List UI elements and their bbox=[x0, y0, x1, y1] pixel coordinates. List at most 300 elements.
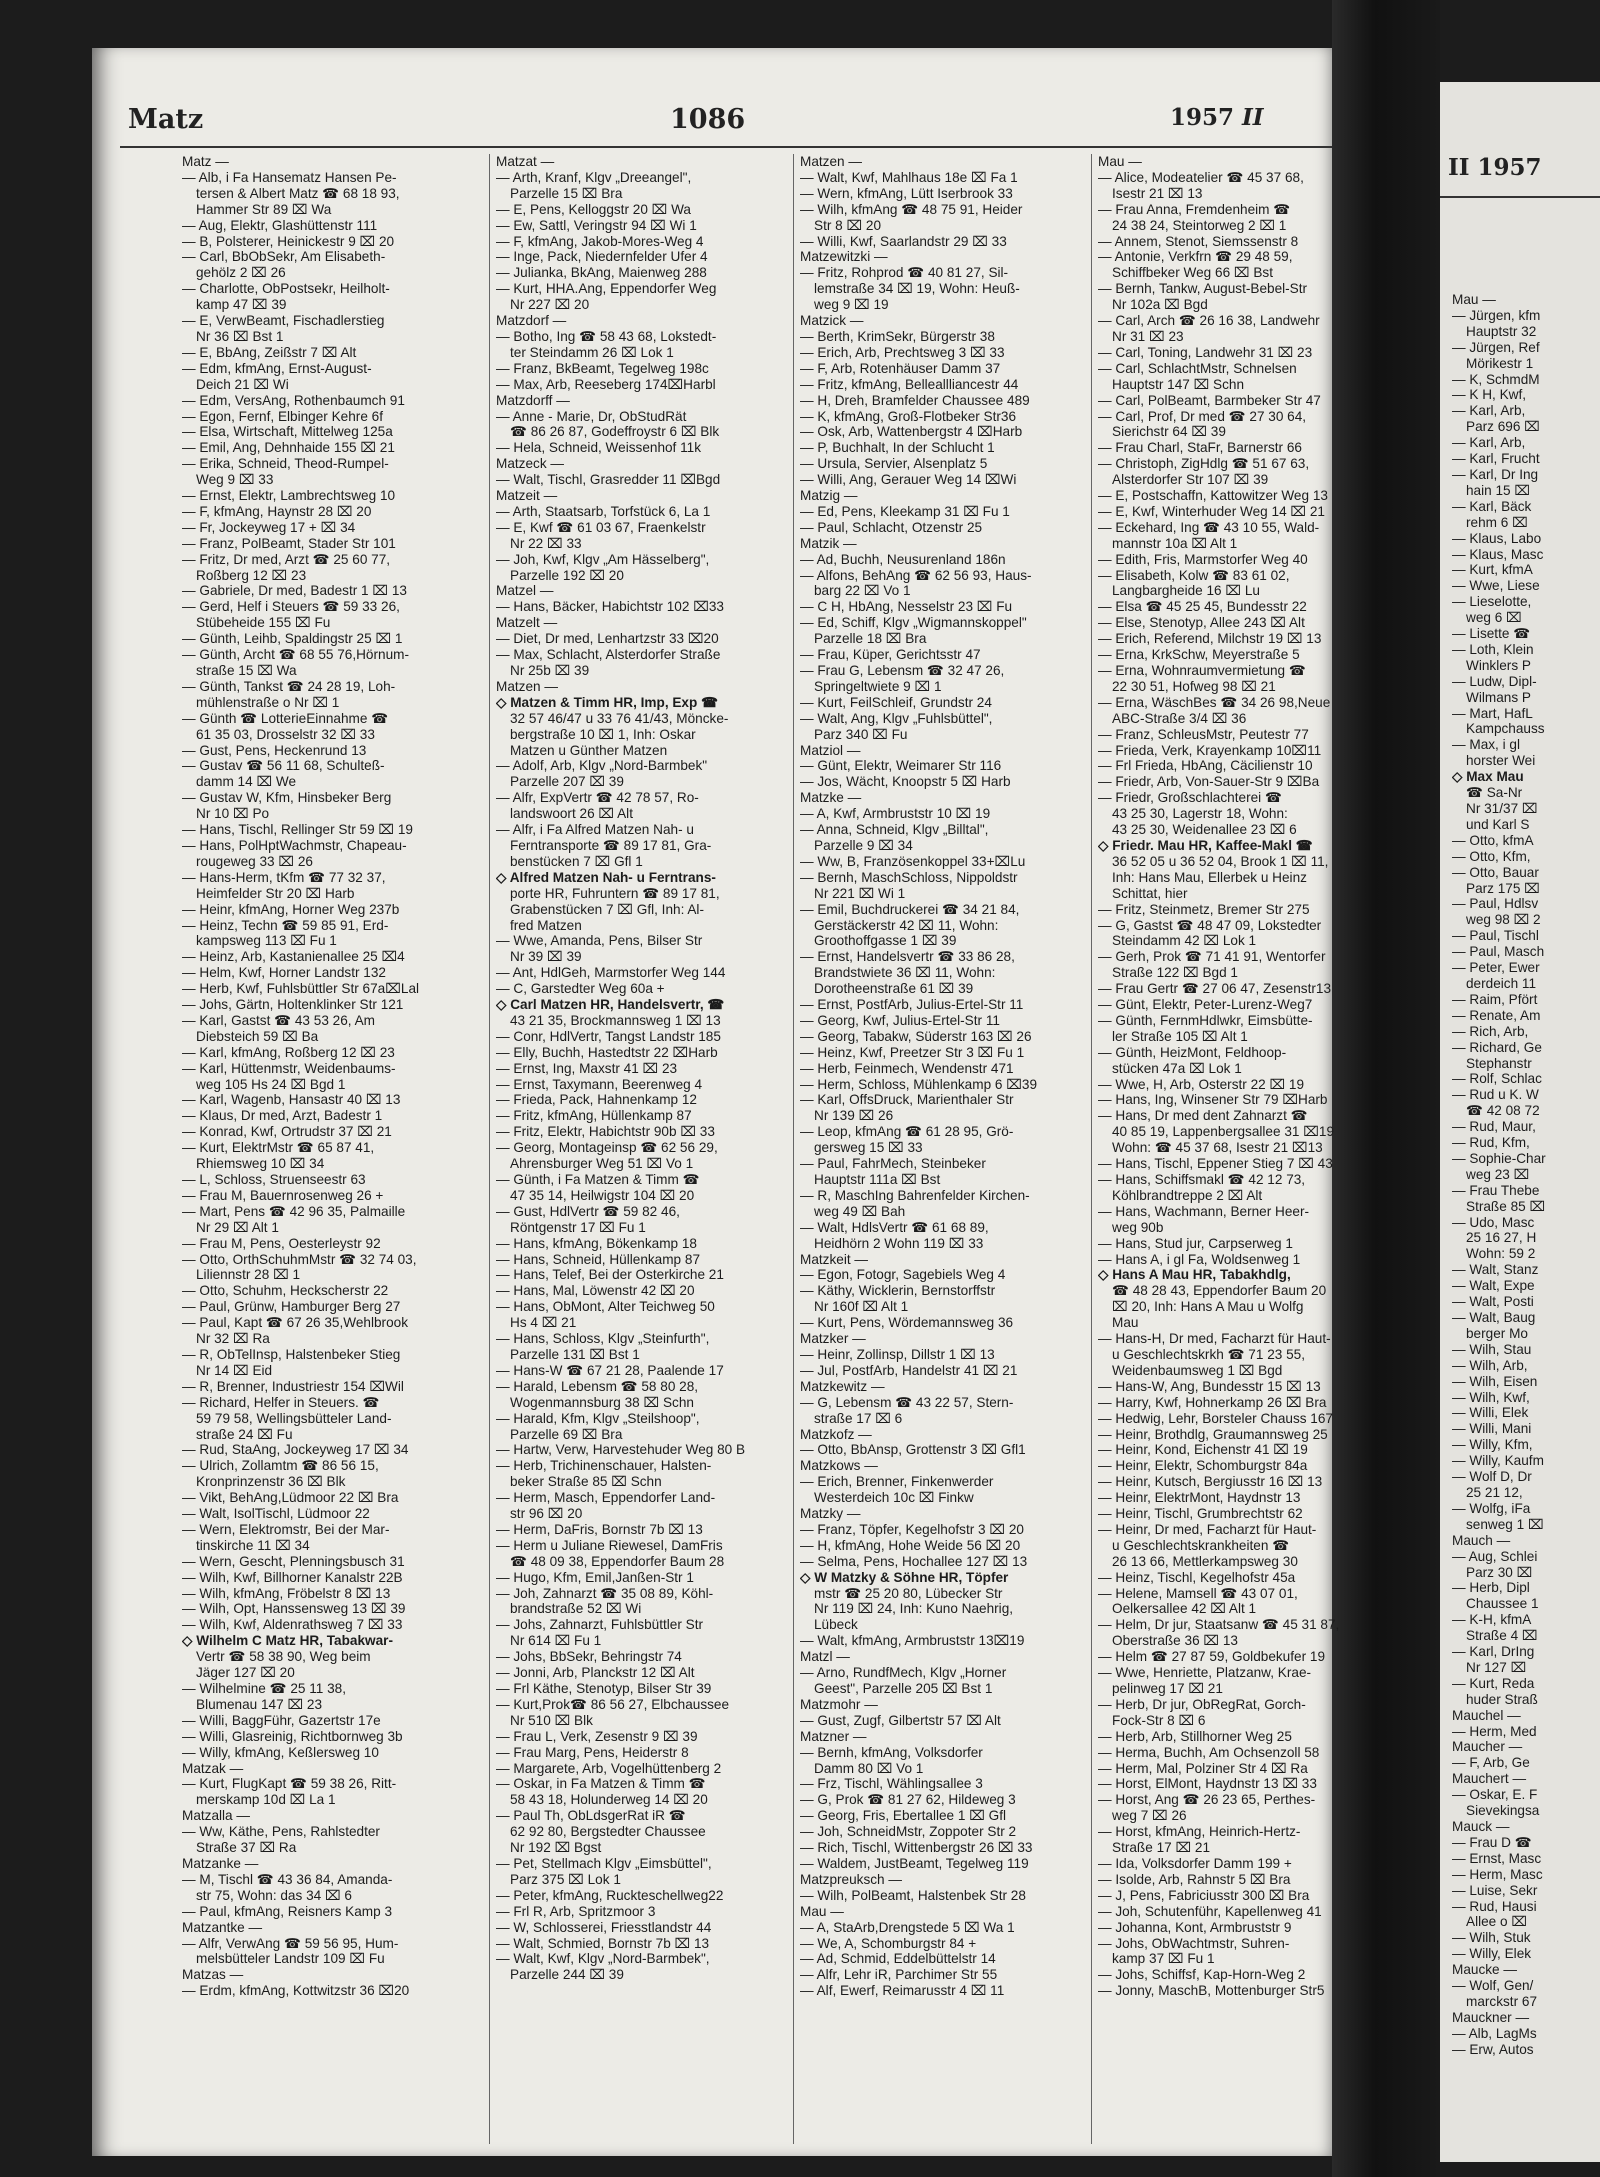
directory-entry-line: — Karl, Arb, bbox=[1452, 435, 1526, 451]
surname-heading: Matzen — bbox=[800, 154, 862, 169]
directory-entry-line: Parz 375 ⌧ Lok 1 bbox=[510, 1871, 621, 1887]
directory-entry-line: Heidhörn 2 Wohn 119 ⌧ 33 bbox=[814, 1235, 984, 1251]
directory-entry-line: Brandstwiete 36 ⌧ 11, Wohn: bbox=[814, 965, 996, 981]
directory-entry-line: — Peter, kfmAng, Ruckteschellweg22 bbox=[496, 1887, 724, 1903]
directory-entry-line: — Egon, Fernf, Elbinger Kehre 6f bbox=[182, 408, 383, 424]
directory-entry-line: huder Straß bbox=[1466, 1691, 1538, 1707]
directory-entry-line: — L, Schloss, Struenseestr 63 bbox=[182, 1172, 366, 1187]
directory-entry-line: — Carl, Arch ☎ 26 16 38, Landwehr bbox=[1098, 313, 1320, 329]
directory-entry-line: — Günth, Leihb, Spaldingstr 25 ⌧ 1 bbox=[182, 631, 403, 647]
directory-entry-line: — Franz, BkBeamt, Tegelweg 198c bbox=[496, 360, 709, 376]
directory-entry-line: rougeweg 33 ⌧ 26 bbox=[196, 853, 313, 869]
directory-entry-line: — Herb, Dr jur, ObRegRat, Gorch- bbox=[1098, 1696, 1306, 1712]
directory-entry-line: — A, Kwf, Armbruststr 10 ⌧ 19 bbox=[800, 806, 991, 822]
directory-entry-line: — Julianka, BkAng, Maienweg 288 bbox=[496, 265, 707, 281]
directory-entry-line: pelinweg 17 ⌧ 21 bbox=[1112, 1681, 1223, 1696]
directory-entry-line: — Günth ☎ LotterieEinnahme ☎ bbox=[182, 710, 389, 726]
directory-entry-line: — Karl, DrIng bbox=[1452, 1644, 1535, 1660]
directory-entry-line: merskamp 10d ⌧ La 1 bbox=[196, 1792, 336, 1808]
directory-entry-line: — Walt, Baug bbox=[1452, 1310, 1536, 1325]
directory-entry-line: — Jul, PostfArb, Handelstr 41 ⌧ 21 bbox=[800, 1362, 1018, 1378]
directory-entry-line: — Frieda, Pack, Hahnenkamp 12 bbox=[496, 1092, 697, 1108]
directory-entry-line: — G, Prok ☎ 81 27 62, Hildeweg 3 bbox=[800, 1792, 1016, 1808]
directory-entry-line: — Alfons, BehAng ☎ 62 56 93, Haus- bbox=[800, 567, 1032, 583]
directory-entry-line: — Herm, Schloss, Mühlenkamp 6 ⌧39 bbox=[800, 1076, 1038, 1092]
directory-entry-line: — Eckehard, Ing ☎ 43 10 55, Wald- bbox=[1098, 519, 1320, 535]
directory-entry-line: ter Steindamm 26 ⌧ Lok 1 bbox=[510, 344, 674, 360]
directory-entry-line: — Hans, Dr med dent Zahnarzt ☎ bbox=[1098, 1108, 1308, 1124]
directory-entry-line: — Heinz, Techn ☎ 59 85 91, Erd- bbox=[182, 917, 389, 933]
directory-entry-line: Mau bbox=[1112, 1315, 1139, 1331]
directory-entry-line: derdeich 11 bbox=[1466, 975, 1537, 991]
directory-entry-line: — Rud, StaAng, Jockeyweg 17 ⌧ 34 bbox=[182, 1442, 409, 1458]
directory-entry-line: Kampchauss bbox=[1466, 721, 1545, 737]
directory-entry-line: Nr 29 ⌧ Alt 1 bbox=[196, 1219, 279, 1235]
directory-entry-line: ◇ Max Mau bbox=[1452, 769, 1524, 785]
directory-entry-line: ABC-Straße 3/4 ⌧ 36 bbox=[1112, 710, 1247, 726]
directory-entry-line: — Friedr, Großschlachterei ☎ bbox=[1098, 790, 1282, 806]
directory-entry-line: Diebsteich 59 ⌧ Ba bbox=[196, 1028, 319, 1044]
surname-heading: Maucke — bbox=[1452, 1962, 1517, 1978]
directory-entry-line: Nr 614 ⌧ Fu 1 bbox=[510, 1633, 602, 1649]
directory-entry-line: — Hans, Schneid, Hüllenkamp 87 bbox=[496, 1251, 701, 1267]
directory-entry-line: Nr 102a ⌧ Bgd bbox=[1112, 297, 1208, 313]
surname-heading: Matzker — bbox=[800, 1331, 866, 1347]
directory-entry-line: tersen & Albert Matz ☎ 68 18 93, bbox=[196, 185, 400, 201]
directory-entry-line: — Erna, Wohnraumvermietung ☎ bbox=[1098, 663, 1306, 678]
directory-entry-line: — Frau M, Pens, Oesterleystr 92 bbox=[182, 1235, 381, 1251]
right-page-header: II 1957 bbox=[1448, 154, 1542, 181]
directory-entry-line: kamp 37 ⌧ Fu 1 bbox=[1112, 1951, 1215, 1967]
surname-heading: Matzke — bbox=[800, 790, 862, 806]
directory-entry-line: — Fritz, kfmAng, Belleallliancestr 44 bbox=[800, 376, 1019, 392]
directory-entry-line: — Herb, Arb, Stillhorner Weg 25 bbox=[1098, 1728, 1292, 1744]
directory-entry-line: — Rud u K. W bbox=[1452, 1087, 1539, 1103]
directory-entry-line: — Otto, BbAnsp, Grottenstr 3 ⌧ Gfl1 bbox=[800, 1442, 1026, 1458]
directory-entry-line: Ferntransporte ☎ 89 17 81, Gra- bbox=[510, 837, 712, 853]
directory-entry-line: — Georg, Fris, Ebertallee 1 ⌧ Gfl bbox=[800, 1808, 1007, 1824]
directory-entry-line: — Günth, Archt ☎ 68 55 76,Hörnum- bbox=[182, 647, 409, 663]
directory-entry-line: — We, A, Schomburgstr 84 + bbox=[800, 1935, 977, 1951]
directory-entry-line: — Karl, Frucht bbox=[1452, 451, 1540, 467]
directory-entry-line: — Berth, KrimSekr, Bürgerstr 38 bbox=[800, 328, 995, 344]
directory-entry-line: Dorotheenstraße 61 ⌧ 39 bbox=[814, 981, 974, 997]
directory-entry-line: — Willy, Kaufm bbox=[1452, 1453, 1544, 1469]
directory-entry-line: Rhiemsweg 10 ⌧ 34 bbox=[196, 1156, 325, 1172]
directory-entry-line: — Arth, Staatsarb, Torfstück 6, La 1 bbox=[496, 503, 711, 519]
directory-entry-line: Allee o ⌧ bbox=[1466, 1914, 1528, 1930]
directory-entry-line: — Margarete, Arb, Vogelhüttenberg 2 bbox=[496, 1760, 722, 1776]
directory-entry-line: — Hugo, Kfm, Emil,Janßen-Str 1 bbox=[496, 1569, 694, 1585]
directory-entry-line: — Klaus, Labo bbox=[1452, 530, 1542, 546]
directory-entry-line: — Helene, Mamsell ☎ 43 07 01, bbox=[1098, 1585, 1298, 1601]
directory-entry-line: — Karl, Wagenb, Hansastr 40 ⌧ 13 bbox=[182, 1092, 401, 1108]
directory-entry-line: mannstr 10a ⌧ Alt 1 bbox=[1112, 535, 1238, 551]
directory-entry-line: — Rud, Maur, bbox=[1452, 1119, 1536, 1135]
directory-entry-line: — Gust, Pens, Heckenrund 13 bbox=[182, 742, 367, 758]
directory-entry-line: — J, Pens, Fabriciusstr 300 ⌧ Bra bbox=[1098, 1887, 1310, 1903]
directory-entry-line: — Günt, Elektr, Weimarer Str 116 bbox=[800, 758, 1002, 774]
directory-entry-line: 25 21 12, bbox=[1466, 1484, 1523, 1500]
directory-entry-line: — Heinr, Tischl, Grumbrechtstr 62 bbox=[1098, 1506, 1303, 1522]
directory-entry-line: 22 30 51, Hofweg 98 ⌧ 21 bbox=[1112, 678, 1276, 694]
directory-entry-line: — Wilh, Eisen bbox=[1452, 1373, 1538, 1389]
directory-entry-line: — Kurt, Reda bbox=[1452, 1675, 1535, 1691]
directory-entry-line: — Walt, Posti bbox=[1452, 1294, 1534, 1310]
directory-entry-line: — Frl Frieda, HbAng, Cäcilienstr 10 bbox=[1098, 758, 1313, 774]
directory-entry-line: Nr 127 ⌧ bbox=[1466, 1659, 1527, 1675]
directory-entry-line: — Kurt,Prok☎ 86 56 27, Elbchaussee bbox=[496, 1696, 730, 1712]
directory-entry-line: — Hans, Schiffsmakl ☎ 42 12 73, bbox=[1098, 1172, 1306, 1187]
directory-entry-line: — Frau Marg, Pens, Heiderstr 8 bbox=[496, 1744, 689, 1760]
surname-heading: Mau — bbox=[1098, 154, 1142, 169]
directory-entry-line: — Harry, Kwf, Hohnerkamp 26 ⌧ Bra bbox=[1098, 1394, 1327, 1410]
directory-entry-line: ◇ Alfred Matzen Nah- u Ferntrans- bbox=[496, 869, 716, 885]
directory-entry-line: weg 23 ⌧ bbox=[1466, 1166, 1530, 1182]
directory-entry-line: weg 6 ⌧ bbox=[1466, 610, 1522, 626]
directory-entry-line: — Kurt, Pens, Wördemannsweg 36 bbox=[800, 1315, 1014, 1331]
directory-entry-line: — Karl, Dr Ing bbox=[1452, 466, 1539, 482]
directory-entry-line: — Georg, Kwf, Julius-Ertel-Str 11 bbox=[800, 1012, 1000, 1028]
directory-entry-line: Hauptstr 32 bbox=[1466, 323, 1537, 339]
directory-entry-line: Hammer Str 89 ⌧ Wa bbox=[196, 201, 332, 217]
directory-column-1 bbox=[182, 154, 484, 2149]
directory-entry-line: — Wern, kfmAng, Lütt Iserbrook 33 bbox=[800, 185, 1013, 201]
directory-entry-line: — Horst, ElMont, Haydnstr 13 ⌧ 33 bbox=[1098, 1776, 1317, 1792]
directory-entry-line: — Fritz, Elektr, Habichtstr 90b ⌧ 33 bbox=[496, 1124, 715, 1140]
directory-entry-line: 43 25 30, Lagerstr 18, Wohn: bbox=[1112, 806, 1288, 822]
directory-entry-line: stücken 47a ⌧ Lok 1 bbox=[1112, 1060, 1242, 1076]
directory-entry-line: — Wilhelmine ☎ 25 11 38, bbox=[182, 1681, 347, 1696]
directory-entry-line: Hauptstr 111a ⌧ Bst bbox=[814, 1172, 941, 1187]
directory-entry-line: — Ernst, Ing, Maxstr 41 ⌧ 23 bbox=[496, 1060, 678, 1076]
directory-entry-line: — Otto, Schuhm, Heckscherstr 22 bbox=[182, 1283, 389, 1299]
surname-heading: Matziol — bbox=[800, 742, 861, 758]
directory-entry-line: Wohn: 59 2 bbox=[1466, 1246, 1536, 1262]
directory-entry-line: — Paul, kfmAng, Reisners Kamp 3 bbox=[182, 1903, 393, 1919]
directory-entry-line: — Helm, Dr jur, Staatsanw ☎ 45 31 87, bbox=[1098, 1617, 1340, 1633]
directory-entry-line: Nr 32 ⌧ Ra bbox=[196, 1331, 270, 1347]
directory-entry-line: Nr 39 ⌧ 39 bbox=[510, 949, 582, 965]
directory-entry-line: Blumenau 147 ⌧ 23 bbox=[196, 1696, 323, 1712]
directory-entry-line: — Fritz, kfmAng, Hüllenkamp 87 bbox=[496, 1108, 692, 1124]
surname-heading: Mauckner — bbox=[1452, 2009, 1530, 2025]
directory-entry-line: — Emil, Buchdruckerei ☎ 34 21 84, bbox=[800, 901, 1020, 917]
directory-entry-line: rehm 6 ⌧ bbox=[1466, 514, 1528, 530]
directory-entry-line: — Günth, Tankst ☎ 24 28 19, Loh- bbox=[182, 678, 396, 694]
directory-entry-line: — Elsa ☎ 45 25 45, Bundesstr 22 bbox=[1098, 599, 1307, 615]
directory-column-2 bbox=[496, 154, 788, 2149]
directory-entry-line: — Gust, HdlVertr ☎ 59 82 46, bbox=[496, 1203, 680, 1219]
surname-heading: Matzak — bbox=[182, 1760, 244, 1776]
directory-entry-line: Röntgenstr 17 ⌧ Fu 1 bbox=[510, 1219, 646, 1235]
directory-entry-line: — Rich, Tischl, Wittenbergstr 26 ⌧ 33 bbox=[800, 1840, 1033, 1856]
directory-entry-line: — E, Kwf ☎ 61 03 67, Fraenkelstr bbox=[496, 519, 706, 535]
directory-entry-line: — Wilh, PolBeamt, Halstenbek Str 28 bbox=[800, 1887, 1026, 1903]
directory-entry-line: — Bernh, kfmAng, Volksdorfer bbox=[800, 1744, 983, 1760]
directory-entry-line: — Fritz, Rohprod ☎ 40 81 27, Sil- bbox=[800, 265, 1009, 281]
directory-entry-line: — Emil, Ang, Dehnhaide 155 ⌧ 21 bbox=[182, 440, 395, 456]
directory-entry-line: — Bernh, MaschSchloss, Nippoldstr bbox=[800, 869, 1018, 885]
directory-entry-line: porte HR, Fuhruntern ☎ 89 17 81, bbox=[510, 885, 720, 901]
directory-entry-line: — Paul, FahrMech, Steinbeker bbox=[800, 1156, 986, 1172]
right-page-edge bbox=[1440, 82, 1600, 2162]
surname-heading: Matzmohr — bbox=[800, 1696, 878, 1712]
directory-entry-line: — Jürgen, kfm bbox=[1452, 307, 1541, 323]
directory-entry-line: — Käthy, Wicklerin, Bernstorffstr bbox=[800, 1283, 996, 1299]
directory-entry-line: Straße 17 ⌧ 21 bbox=[1112, 1840, 1211, 1856]
directory-entry-line: — Richard, Ge bbox=[1452, 1039, 1542, 1055]
directory-entry-line: — Jonni, Arb, Planckstr 12 ⌧ Alt bbox=[496, 1665, 695, 1681]
directory-entry-line: — Johs, Schiffsf, Kap-Horn-Weg 2 bbox=[1098, 1967, 1306, 1983]
directory-entry-line: Groothoffgasse 1 ⌧ 39 bbox=[814, 933, 957, 949]
directory-entry-line: Langbargheide 16 ⌧ Lu bbox=[1112, 583, 1260, 599]
directory-entry-line: — Ant, HdlGeh, Marmstorfer Weg 144 bbox=[496, 965, 726, 981]
directory-entry-line: — Isolde, Arb, Rahnstr 5 ⌧ Bra bbox=[1098, 1871, 1291, 1887]
directory-entry-line: — M, Tischl ☎ 43 36 84, Amanda- bbox=[182, 1871, 393, 1887]
directory-entry-line: — Ed, Pens, Kleekamp 31 ⌧ Fu 1 bbox=[800, 503, 1010, 519]
directory-entry-line: — Hans, Tischl, Rellinger Str 59 ⌧ 19 bbox=[182, 822, 413, 838]
surname-heading: Matzdorff — bbox=[496, 392, 570, 408]
directory-entry-line: — Ad, Buchh, Neusurenland 186n bbox=[800, 551, 1006, 567]
directory-entry-line: — E, BbAng, Zeißstr 7 ⌧ Alt bbox=[182, 344, 357, 360]
directory-entry-line: — Max, Schlacht, Alsterdorfer Straße bbox=[496, 647, 721, 663]
surname-heading: Matzkows — bbox=[800, 1458, 878, 1474]
directory-entry-line: — Walt, Tischl, Grasredder 11 ⌧Bgd bbox=[496, 472, 721, 488]
directory-entry-line: — Heinr, Brothdlg, Graumannsweg 25 bbox=[1098, 1426, 1328, 1442]
directory-entry-line: Nr 31 ⌧ 23 bbox=[1112, 328, 1184, 344]
column-divider bbox=[489, 154, 490, 2144]
directory-entry-line: ☎ 48 09 38, Eppendorfer Baum 28 bbox=[510, 1553, 725, 1569]
directory-entry-line: weg 90b bbox=[1112, 1219, 1164, 1235]
directory-entry-line: straße 17 ⌧ 6 bbox=[814, 1410, 903, 1426]
directory-entry-line: — Ww, Käthe, Pens, Rahlstedter bbox=[182, 1824, 380, 1840]
directory-entry-line: — Willi, Glasreinig, Richtbornweg 3b bbox=[182, 1728, 403, 1744]
directory-entry-line: — Adolf, Arb, Klgv „Nord-Barmbek" bbox=[496, 758, 708, 774]
directory-entry-line: — Hans, PolHptWachmstr, Chapeau- bbox=[182, 837, 407, 853]
directory-entry-line: landswoort 26 ⌧ Alt bbox=[510, 806, 633, 822]
directory-entry-line: u Geschlechtskrankheiten ☎ bbox=[1112, 1537, 1290, 1553]
directory-entry-line: — Walt, Kwf, Mahlhaus 18e ⌧ Fa 1 bbox=[800, 169, 1018, 185]
directory-entry-line: Parzelle 9 ⌧ 34 bbox=[814, 837, 913, 853]
directory-entry-line: Parz 696 ⌧ bbox=[1466, 419, 1540, 435]
directory-entry-line: Sierichstr 64 ⌧ 39 bbox=[1112, 424, 1226, 440]
directory-entry-line: — Bernh, Tankw, August-Bebel-Str bbox=[1098, 281, 1308, 297]
directory-entry-line: 61 35 03, Drosselstr 32 ⌧ 33 bbox=[196, 726, 375, 742]
directory-entry-line: — Hela, Schneid, Weissenhof 11k bbox=[496, 440, 702, 456]
directory-entry-line: — Ida, Volksdorfer Damm 199 + bbox=[1098, 1855, 1292, 1871]
directory-entry-line: — Hans, Schloss, Klgv „Steinfurth", bbox=[496, 1331, 710, 1347]
directory-entry-line: Deich 21 ⌧ Wi bbox=[196, 376, 289, 392]
directory-entry-line: ☎ 42 08 72 bbox=[1466, 1103, 1540, 1119]
directory-entry-line: — Karl, Hüttenmstr, Weidenbaums- bbox=[182, 1060, 396, 1076]
directory-entry-line: 40 85 19, Lappenbergsallee 31 ⌧19 bbox=[1112, 1124, 1335, 1140]
directory-entry-line: — Herb, Trichinenschauer, Halsten- bbox=[496, 1458, 712, 1474]
directory-entry-line: u Geschlechtskrkh ☎ 71 23 55, bbox=[1112, 1346, 1305, 1362]
directory-entry-line: — Wolf D, Dr bbox=[1452, 1469, 1532, 1485]
directory-entry-line: — Carl, PolBeamt, Barmbeker Str 47 bbox=[1098, 392, 1321, 408]
surname-heading: Matz — bbox=[182, 154, 229, 169]
directory-entry-line: — Heinz, Arb, Kastanienallee 25 ⌧4 bbox=[182, 949, 405, 965]
directory-entry-line: — Hans, Wachmann, Berner Heer- bbox=[1098, 1203, 1310, 1219]
directory-entry-line: — Leop, kfmAng ☎ 61 28 95, Grö- bbox=[800, 1124, 1014, 1140]
directory-entry-line: ◇ W Matzky & Söhne HR, Töpfer bbox=[800, 1569, 1009, 1585]
directory-entry-line: — Alfr, i Fa Alfred Matzen Nah- u bbox=[496, 822, 694, 838]
directory-entry-line: brandstraße 52 ⌧ Wi bbox=[510, 1601, 642, 1617]
directory-entry-line: Parzelle 192 ⌧ 20 bbox=[510, 567, 624, 583]
directory-entry-line: — Frau G, Lebensm ☎ 32 47 26, bbox=[800, 663, 1005, 678]
surname-heading: Matzen — bbox=[496, 678, 558, 694]
directory-entry-line: weg 9 ⌧ 19 bbox=[814, 297, 889, 313]
directory-entry-line: — Erna, WäschBes ☎ 34 26 98,Neue bbox=[1098, 694, 1331, 710]
directory-entry-line: Parz 175 ⌧ bbox=[1466, 880, 1540, 896]
directory-entry-line: Winklers P bbox=[1466, 657, 1531, 673]
directory-entry-line: — Joh, SchneidMstr, Zoppoter Str 2 bbox=[800, 1824, 1017, 1840]
directory-entry-line: — Ursula, Servier, Alsenplatz 5 bbox=[800, 456, 988, 472]
directory-entry-line: — Frau Anna, Fremdenheim ☎ bbox=[1098, 201, 1291, 217]
directory-entry-line: — Paul, Hdlsv bbox=[1452, 896, 1539, 912]
directory-entry-line: Parz 340 ⌧ Fu bbox=[814, 726, 908, 742]
directory-entry-line: — Walt, Schmied, Bornstr 7b ⌧ 13 bbox=[496, 1935, 710, 1951]
directory-entry-line: — Erich, Referend, Milchstr 19 ⌧ 13 bbox=[1098, 631, 1322, 647]
directory-entry-line: Schittat, hier bbox=[1112, 885, 1188, 901]
directory-entry-line: — Waldem, JustBeamt, Tegelweg 119 bbox=[800, 1855, 1029, 1871]
directory-entry-line: 43 25 30, Weidenallee 23 ⌧ 6 bbox=[1112, 822, 1297, 838]
directory-entry-line: — Otto, Bauar bbox=[1452, 864, 1539, 880]
directory-entry-line: — Wolf, Gen/ bbox=[1452, 1978, 1534, 1994]
directory-entry-line: mühlenstraße o Nr ⌧ 1 bbox=[196, 694, 340, 710]
directory-entry-line: — K, SchmdM bbox=[1452, 371, 1540, 387]
directory-entry-line: Wogenmannsburg 38 ⌧ Schn bbox=[510, 1394, 694, 1410]
directory-entry-line: — Fr, Jockeyweg 17 + ⌧ 34 bbox=[182, 519, 356, 535]
directory-entry-line: ◇ Wilhelm C Matz HR, Tabakwar- bbox=[182, 1633, 393, 1649]
directory-entry-line: — Walt, IsolTischl, Lüdmoor 22 bbox=[182, 1506, 370, 1522]
directory-entry-line: mstr ☎ 25 20 80, Lübecker Str bbox=[814, 1585, 1003, 1601]
directory-entry-line: Lübeck bbox=[814, 1617, 858, 1633]
directory-entry-line: Nr 221 ⌧ Wi 1 bbox=[814, 885, 906, 901]
directory-entry-line: — Johs, Zahnarzt, Fuhlsbüttler Str bbox=[496, 1617, 704, 1633]
directory-entry-line: — Herb, Kwf, Fuhlsbüttler Str 67a⌧Lal bbox=[182, 981, 420, 997]
directory-entry-line: Geest", Parzelle 205 ⌧ Bst 1 bbox=[814, 1681, 993, 1696]
directory-entry-line: — Hans, Mal, Löwenstr 42 ⌧ 20 bbox=[496, 1283, 695, 1299]
directory-entry-line: — Otto, Kfm, bbox=[1452, 848, 1531, 864]
directory-entry-line: — Frl Käthe, Stenotyp, Bilser Str 39 bbox=[496, 1681, 712, 1696]
directory-entry-line: — Frau Charl, StaFr, Barnerstr 66 bbox=[1098, 440, 1302, 456]
directory-entry-line: — Edm, VersAng, Rothenbaumch 91 bbox=[182, 392, 405, 408]
directory-entry-line: Schiffbeker Weg 66 ⌧ Bst bbox=[1112, 265, 1273, 281]
directory-entry-line: — Selma, Pens, Hochallee 127 ⌧ 13 bbox=[800, 1553, 1028, 1569]
directory-entry-line: tinskirche 11 ⌧ 34 bbox=[196, 1537, 310, 1553]
surname-heading: Matzner — bbox=[800, 1728, 867, 1744]
directory-entry-line: — Hans, Telef, Bei der Osterkirche 21 bbox=[496, 1267, 724, 1283]
directory-entry-line: — Konrad, Kwf, Ortrudstr 37 ⌧ 21 bbox=[182, 1124, 392, 1140]
directory-entry-line: — Erdm, kfmAng, Kottwitzstr 36 ⌧20 bbox=[182, 1983, 410, 1999]
surname-heading: Mauck — bbox=[1452, 1819, 1510, 1834]
directory-entry-line: Damm 80 ⌧ Vo 1 bbox=[814, 1760, 924, 1776]
directory-entry-line: — Walt, kfmAng, Armbruststr 13⌧19 bbox=[800, 1633, 1025, 1649]
directory-entry-line: — Alfr, ExpVertr ☎ 42 78 57, Ro- bbox=[496, 790, 699, 806]
right-page-column bbox=[1452, 292, 1600, 2162]
directory-entry-line: — Willi, Kwf, Saarlandstr 29 ⌧ 33 bbox=[800, 233, 1007, 249]
directory-entry-line: Nr 192 ⌧ Bgst bbox=[510, 1840, 602, 1856]
directory-entry-line: 36 52 05 u 36 52 04, Brook 1 ⌧ 11, bbox=[1112, 853, 1329, 869]
directory-entry-line: — E, VerwBeamt, Fischadlerstieg bbox=[182, 313, 385, 329]
directory-entry-line: — Heinz, Kwf, Preetzer Str 3 ⌧ Fu 1 bbox=[800, 1044, 1025, 1060]
directory-entry-line: — Hans, Ing, Winsener Str 79 ⌧Harb bbox=[1098, 1092, 1328, 1108]
directory-entry-line: — Horst, kfmAng, Heinrich-Hertz- bbox=[1098, 1824, 1301, 1840]
directory-entry-line: Hs 4 ⌧ 21 bbox=[510, 1315, 577, 1331]
directory-entry-line: Matzen u Günther Matzen bbox=[510, 742, 668, 758]
directory-entry-line: bergstraße 10 ⌧ 1, Inh: Oskar bbox=[510, 726, 696, 742]
directory-entry-line: — Herma, Buchh, Am Ochsenzoll 58 bbox=[1098, 1744, 1320, 1760]
directory-entry-line: — Herm u Juliane Riewesel, DamFris bbox=[496, 1537, 723, 1553]
directory-entry-line: — Heinr, kfmAng, Horner Weg 237b bbox=[182, 901, 400, 917]
directory-entry-line: — K-H, kfmA bbox=[1452, 1612, 1532, 1628]
directory-entry-line: — Mart, Pens ☎ 42 96 35, Palmaille bbox=[182, 1203, 406, 1219]
surname-heading: Matzick — bbox=[800, 313, 864, 329]
directory-entry-line: Mörikestr 1 bbox=[1466, 355, 1534, 371]
directory-entry-line: ler Straße 105 ⌧ Alt 1 bbox=[1112, 1028, 1248, 1044]
directory-entry-line: lemstraße 34 ⌧ 19, Wohn: Heuß- bbox=[814, 281, 1020, 297]
directory-entry-line: — Oskar, E. F bbox=[1452, 1787, 1538, 1803]
surname-heading: Mauchert — bbox=[1452, 1771, 1527, 1787]
surname-heading: Matzeit — bbox=[496, 488, 558, 504]
directory-entry-line: — Heinz, Tischl, Kegelhofstr 45a bbox=[1098, 1569, 1296, 1585]
directory-entry-line: Weg 9 ⌧ 33 bbox=[196, 472, 274, 488]
surname-heading: Matzig — bbox=[800, 488, 858, 504]
directory-entry-line: Alsterdorfer Str 107 ⌧ 39 bbox=[1112, 472, 1269, 488]
directory-entry-line: Nr 510 ⌧ Blk bbox=[510, 1712, 593, 1728]
directory-entry-line: — Christoph, ZigHdlg ☎ 51 67 63, bbox=[1098, 456, 1310, 472]
directory-entry-line: — Willy, Elek bbox=[1452, 1946, 1532, 1962]
directory-entry-line: — Aug, Elektr, Glashüttenstr 111 bbox=[182, 217, 378, 233]
directory-entry-line: — Willy, kfmAng, Keßlersweg 10 bbox=[182, 1744, 379, 1760]
directory-entry-line: str 75, Wohn: das 34 ⌧ 6 bbox=[196, 1887, 352, 1903]
directory-entry-line: Nr 160f ⌧ Alt 1 bbox=[814, 1299, 909, 1315]
directory-entry-line: — Max, i gl bbox=[1452, 737, 1520, 753]
directory-entry-line: — Botho, Ing ☎ 58 43 68, Lokstedt- bbox=[496, 328, 717, 344]
directory-entry-line: — Fritz, Steinmetz, Bremer Str 275 bbox=[1098, 901, 1310, 917]
directory-entry-line: — W, Schlosserei, Friesstlandstr 44 bbox=[496, 1919, 712, 1935]
directory-entry-line: Sievekingsa bbox=[1466, 1803, 1540, 1819]
directory-entry-line: — Hans-H, Dr med, Facharzt für Haut- bbox=[1098, 1331, 1331, 1347]
directory-entry-line: — Rolf, Schlac bbox=[1452, 1071, 1542, 1087]
directory-entry-line: — Gabriele, Dr med, Badestr 1 ⌧ 13 bbox=[182, 583, 407, 599]
directory-entry-line: — Rud, Hausi bbox=[1452, 1898, 1537, 1914]
directory-entry-line: ◇ Matzen & Timm HR, Imp, Exp ☎ bbox=[496, 694, 719, 710]
directory-entry-line: ◇ Carl Matzen HR, Handelsvertr, ☎ bbox=[496, 997, 725, 1013]
directory-entry-line: — Carl, Prof, Dr med ☎ 27 30 64, bbox=[1098, 408, 1307, 424]
directory-entry-line: — Edith, Fris, Marmstorfer Weg 40 bbox=[1098, 551, 1308, 567]
directory-entry-line: — B, Polsterer, Heinickestr 9 ⌧ 20 bbox=[182, 233, 395, 249]
directory-entry-line: — Pet, Stellmach Klgv „Eimsbüttel", bbox=[496, 1855, 712, 1871]
directory-entry-line: — Ernst, Masc bbox=[1452, 1850, 1542, 1866]
directory-entry-line: — Loth, Klein bbox=[1452, 641, 1534, 657]
directory-entry-line: — Ulrich, Zollamtm ☎ 86 56 15, bbox=[182, 1458, 379, 1474]
directory-entry-line: — Harald, Lebensm ☎ 58 80 28, bbox=[496, 1378, 699, 1394]
directory-entry-line: — Paul, Grünw, Hamburger Berg 27 bbox=[182, 1299, 401, 1315]
directory-entry-line: Nr 14 ⌧ Eid bbox=[196, 1362, 273, 1378]
volume: II bbox=[1242, 104, 1264, 131]
directory-entry-line: — Hans, Bäcker, Habichtstr 102 ⌧33 bbox=[496, 599, 724, 615]
directory-entry-line: — Wilh, Stau bbox=[1452, 1341, 1532, 1357]
directory-entry-line: kampsweg 113 ⌧ Fu 1 bbox=[196, 933, 337, 949]
directory-entry-line: — Frz, Tischl, Wählingsallee 3 bbox=[800, 1776, 983, 1792]
directory-entry-line: — Sophie-Char bbox=[1452, 1150, 1546, 1166]
directory-entry-line: — Wilh, Kwf, Billhorner Kanalstr 22B bbox=[182, 1569, 403, 1585]
directory-entry-line: — R, Brenner, Industriestr 154 ⌧Wil bbox=[182, 1378, 404, 1394]
directory-entry-line: — Joh, Zahnarzt ☎ 35 08 89, Köhl- bbox=[496, 1585, 714, 1601]
